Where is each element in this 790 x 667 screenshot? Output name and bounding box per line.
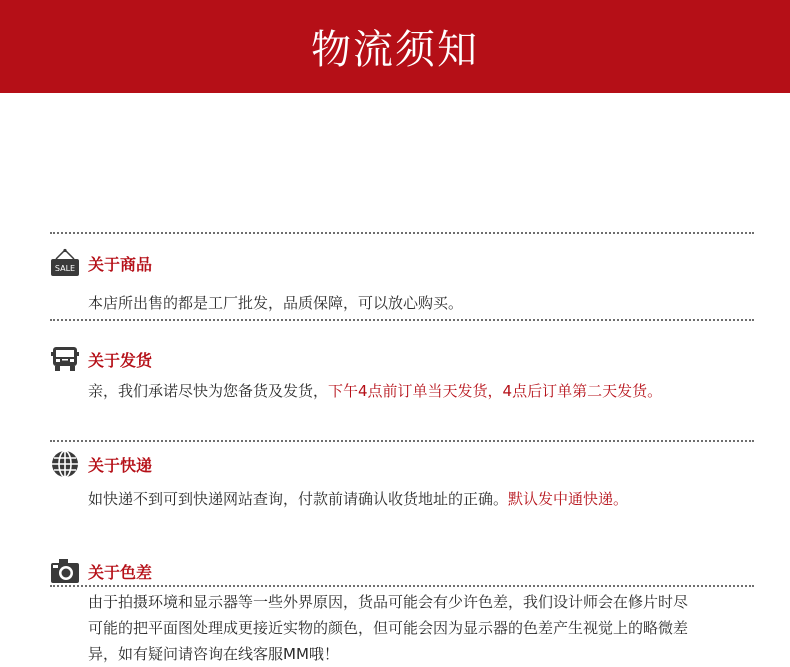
section-header [50,556,152,586]
dotted-divider [50,232,754,234]
body-line: 由于拍摄环境和显示器等一些外界原因，货品可能会有少许色差，我们设计师会在修片时尽 [88,593,689,611]
sale-sign-icon [50,248,80,278]
section-body: 本店所出售的都是工厂批发，品质保障，可以放心购买。 [88,294,464,312]
dotted-divider [50,319,754,321]
dotted-divider [50,585,754,587]
page-banner [0,0,790,93]
body-highlight: 下午4点前订单当天发货，4点后订单第二天发货。 [328,382,663,400]
dotted-divider [50,440,754,442]
body-highlight: 默认发中通快递。 [508,490,629,508]
section-body [88,378,662,404]
section-title: 关于发货 [88,350,153,370]
body-text: 如快递不到可到快递网站查询，付款前请确认收货地址的正确。 [88,490,509,508]
section-title: 关于色差 [88,562,153,582]
section-header [50,248,152,278]
body-line: 可能的把平面图处理成更接近实物的颜色，但可能会因为显示器的色差产生视觉上的略微差 [88,619,689,637]
section-title: 关于商品 [88,254,153,274]
page-title: 物流须知 [311,27,479,73]
body-text: 亲，我们承诺尽快为您备货及发货， [88,382,329,400]
body-line: 异，如有疑问请咨询在线客服MM哦！ [88,645,339,663]
section-header [50,449,152,479]
section-title: 关于快递 [88,455,153,475]
section-body [88,589,728,667]
svg-text:SALE: SALE [54,264,76,273]
globe-icon [50,449,80,479]
section-body [88,486,628,512]
section-header [50,344,152,374]
truck-icon [50,344,80,374]
camera-icon [50,556,80,586]
